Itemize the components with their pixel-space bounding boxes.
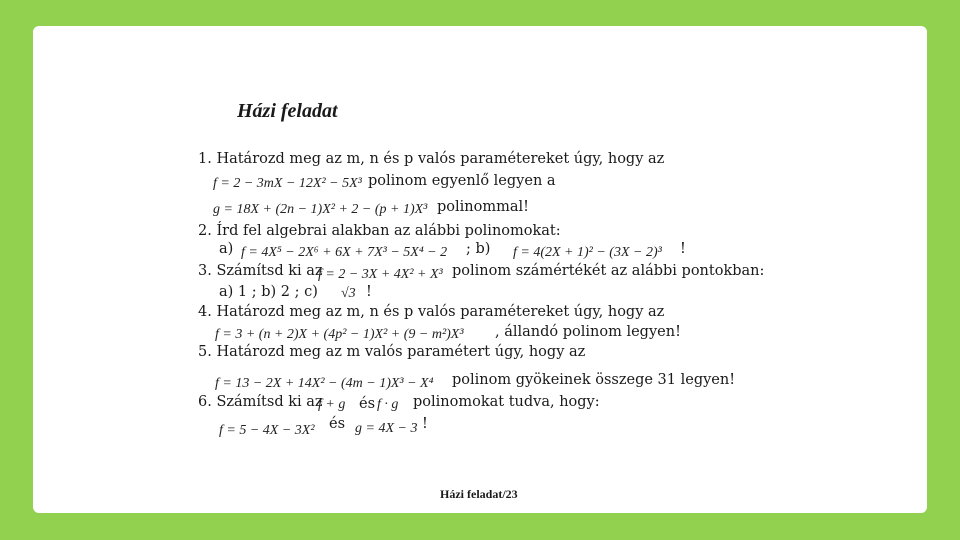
task-1-text-c: polinommal! xyxy=(437,199,529,215)
task-4-text: 4. Határozd meg az m, n és p valós paramétereket úgy, hogy az xyxy=(198,304,665,320)
task-5-text: 5. Határozd meg az m valós paramétert úgy, hogy az xyxy=(198,344,586,360)
task-2-text: 2. Írd fel algebrai alakban az alábbi polinomokat: xyxy=(198,223,561,239)
task-6-end: ! xyxy=(422,416,428,432)
task-1-formula-f: f = 2 − 3mX − 12X² − 5X³ xyxy=(213,176,362,191)
task-3-points: a) 1 ; b) 2 ; c) xyxy=(219,284,318,300)
task-3-formula: f = 2 − 3X + 4X² + X³ xyxy=(318,267,443,282)
task-3-text: 3. Számítsd ki az xyxy=(198,263,323,279)
task-4-formula: f = 3 + (n + 2)X + (4p² − 1)X² + (9 − m²)X³ xyxy=(215,327,464,342)
task-2-end: ! xyxy=(680,241,686,257)
task-6-formula-f: f = 5 − 4X − 3X² xyxy=(219,423,315,438)
slide-footer: Házi feladat/23 xyxy=(440,487,518,501)
task-3-end: ! xyxy=(366,284,372,300)
task-1-text-b: polinom egyenlő legyen a xyxy=(368,173,556,189)
task-6-text: 6. Számítsd ki az xyxy=(198,394,323,410)
task-1-text: 1. Határozd meg az m, n és p valós paramétereket úgy, hogy az xyxy=(198,151,665,167)
task-6-and: és xyxy=(329,416,346,432)
task-6-text-b: polinomokat tudva, hogy: xyxy=(413,394,600,410)
task-5-text-b: polinom gyökeinek összege 31 legyen! xyxy=(452,372,736,388)
task-2-sep: ; b) xyxy=(466,241,491,257)
page-title: Házi feladat xyxy=(237,100,338,122)
task-6-mid: és xyxy=(359,396,376,412)
task-2-formula-a: f = 4X⁵ − 2X⁶ + 6X + 7X³ − 5X⁴ − 2 xyxy=(241,245,448,260)
task-6-product: f · g xyxy=(377,397,399,412)
task-1-formula-g: g = 18X + (2n − 1)X² + 2 − (p + 1)X³ xyxy=(213,202,428,217)
task-6-formula-g: g = 4X − 3 xyxy=(355,421,418,436)
task-3-sqrt3: √3 xyxy=(341,286,356,301)
task-2-formula-b: f = 4(2X + 1)² − (3X − 2)³ xyxy=(513,245,662,260)
task-6-sum: f + g xyxy=(318,397,346,412)
task-2-label-a: a) xyxy=(219,241,234,257)
task-3-text-b: polinom számértékét az alábbi pontokban: xyxy=(452,263,765,279)
task-5-formula: f = 13 − 2X + 14X² − (4m − 1)X³ − X⁴ xyxy=(215,376,434,391)
task-4-text-b: , állandó polinom legyen! xyxy=(495,324,681,340)
